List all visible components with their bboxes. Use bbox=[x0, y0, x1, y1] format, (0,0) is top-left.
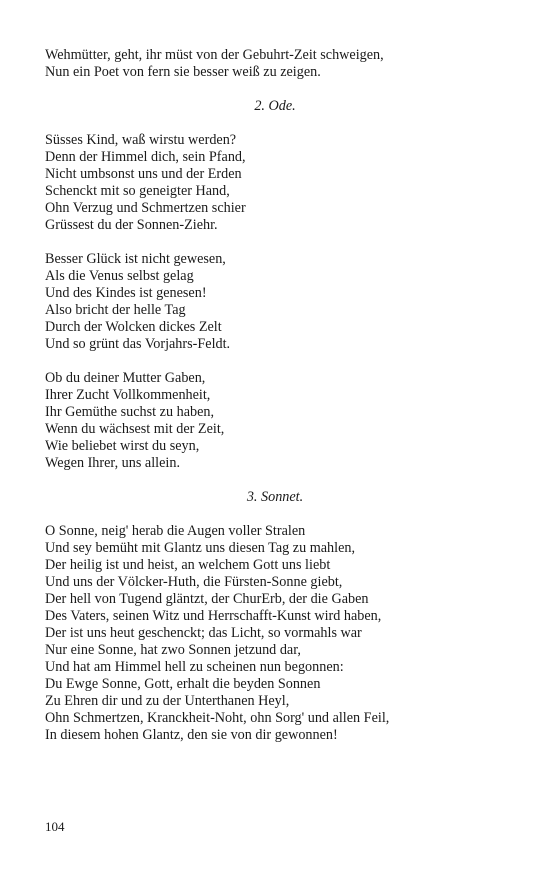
ode-heading: 2. Ode. bbox=[254, 98, 296, 114]
verse-line: Nun ein Poet von fern sie besser weiß zu zeigen. bbox=[45, 64, 321, 80]
intro-stanza bbox=[45, 47, 505, 81]
sonnet-body bbox=[45, 523, 505, 744]
verse-line: O Sonne, neig' herab die Augen voller Stralen bbox=[45, 523, 306, 539]
verse-line: Nicht umbsonst uns und der Erden bbox=[45, 166, 242, 182]
verse-line: Und hat am Himmel hell zu scheinen nun begonnen: bbox=[45, 659, 344, 675]
verse-line: Des Vaters, seinen Witz und Herrschafft-Kunst wird haben, bbox=[45, 608, 382, 624]
verse-line: Ohn Verzug und Schmertzen schier bbox=[45, 200, 246, 216]
verse-line: Der heilig ist und heist, an welchem Gott uns liebt bbox=[45, 557, 331, 573]
verse-line: Und sey bemüht mit Glantz uns diesen Tag zu mahlen, bbox=[45, 540, 356, 556]
ode-stanza-1 bbox=[45, 132, 505, 234]
verse-line: Du Ewge Sonne, Gott, erhalt die beyden Sonnen bbox=[45, 676, 321, 692]
verse-line: Als die Venus selbst gelag bbox=[45, 268, 194, 284]
verse-line: Süsses Kind, waß wirstu werden? bbox=[45, 132, 237, 148]
stanza-gap bbox=[45, 353, 505, 370]
verse-line: Besser Glück ist nicht gewesen, bbox=[45, 251, 226, 267]
verse-line: Wie beliebet wirst du seyn, bbox=[45, 438, 200, 454]
verse-line: Wenn du wächsest mit der Zeit, bbox=[45, 421, 225, 437]
verse-line: Und so grünt das Vorjahrs-Feldt. bbox=[45, 336, 231, 352]
verse-line: In diesem hohen Glantz, den sie von dir gewonnen! bbox=[45, 727, 338, 743]
verse-line: Der ist uns heut geschenckt; das Licht, so vormahls war bbox=[45, 625, 362, 641]
verse-line: Ohn Schmertzen, Kranckheit-Noht, ohn Sorg' und allen Feil, bbox=[45, 710, 390, 726]
verse-line: Wehmütter, geht, ihr müst von der Gebuhrt-Zeit schweigen, bbox=[45, 47, 384, 63]
page-body bbox=[45, 47, 505, 744]
ode-stanza-3 bbox=[45, 370, 505, 472]
verse-line: Denn der Himmel dich, sein Pfand, bbox=[45, 149, 246, 165]
ode-stanza-2 bbox=[45, 251, 505, 353]
verse-line: Ihr Gemüthe suchst zu haben, bbox=[45, 404, 215, 420]
verse-line: Nur eine Sonne, hat zwo Sonnen jetzund dar, bbox=[45, 642, 301, 658]
verse-line: Grüssest du der Sonnen-Ziehr. bbox=[45, 217, 218, 233]
verse-line: Und des Kindes ist genesen! bbox=[45, 285, 207, 301]
verse-line: Wegen Ihrer, uns allein. bbox=[45, 455, 180, 471]
verse-line: Ihrer Zucht Vollkommenheit, bbox=[45, 387, 211, 403]
verse-line: Schenckt mit so geneigter Hand, bbox=[45, 183, 230, 199]
verse-line: Zu Ehren dir und zu der Unterthanen Heyl, bbox=[45, 693, 290, 709]
verse-line: Der hell von Tugend gläntzt, der ChurErb, der die Gaben bbox=[45, 591, 369, 607]
stanza-gap bbox=[45, 234, 505, 251]
page-number: 104 bbox=[45, 819, 65, 834]
verse-line: Ob du deiner Mutter Gaben, bbox=[45, 370, 206, 386]
verse-line: Also bricht der helle Tag bbox=[45, 302, 186, 318]
verse-line: Und uns der Völcker-Huth, die Fürsten-Sonne giebt, bbox=[45, 574, 343, 590]
verse-line: Durch der Wolcken dickes Zelt bbox=[45, 319, 222, 335]
sonnet-heading: 3. Sonnet. bbox=[246, 489, 304, 505]
